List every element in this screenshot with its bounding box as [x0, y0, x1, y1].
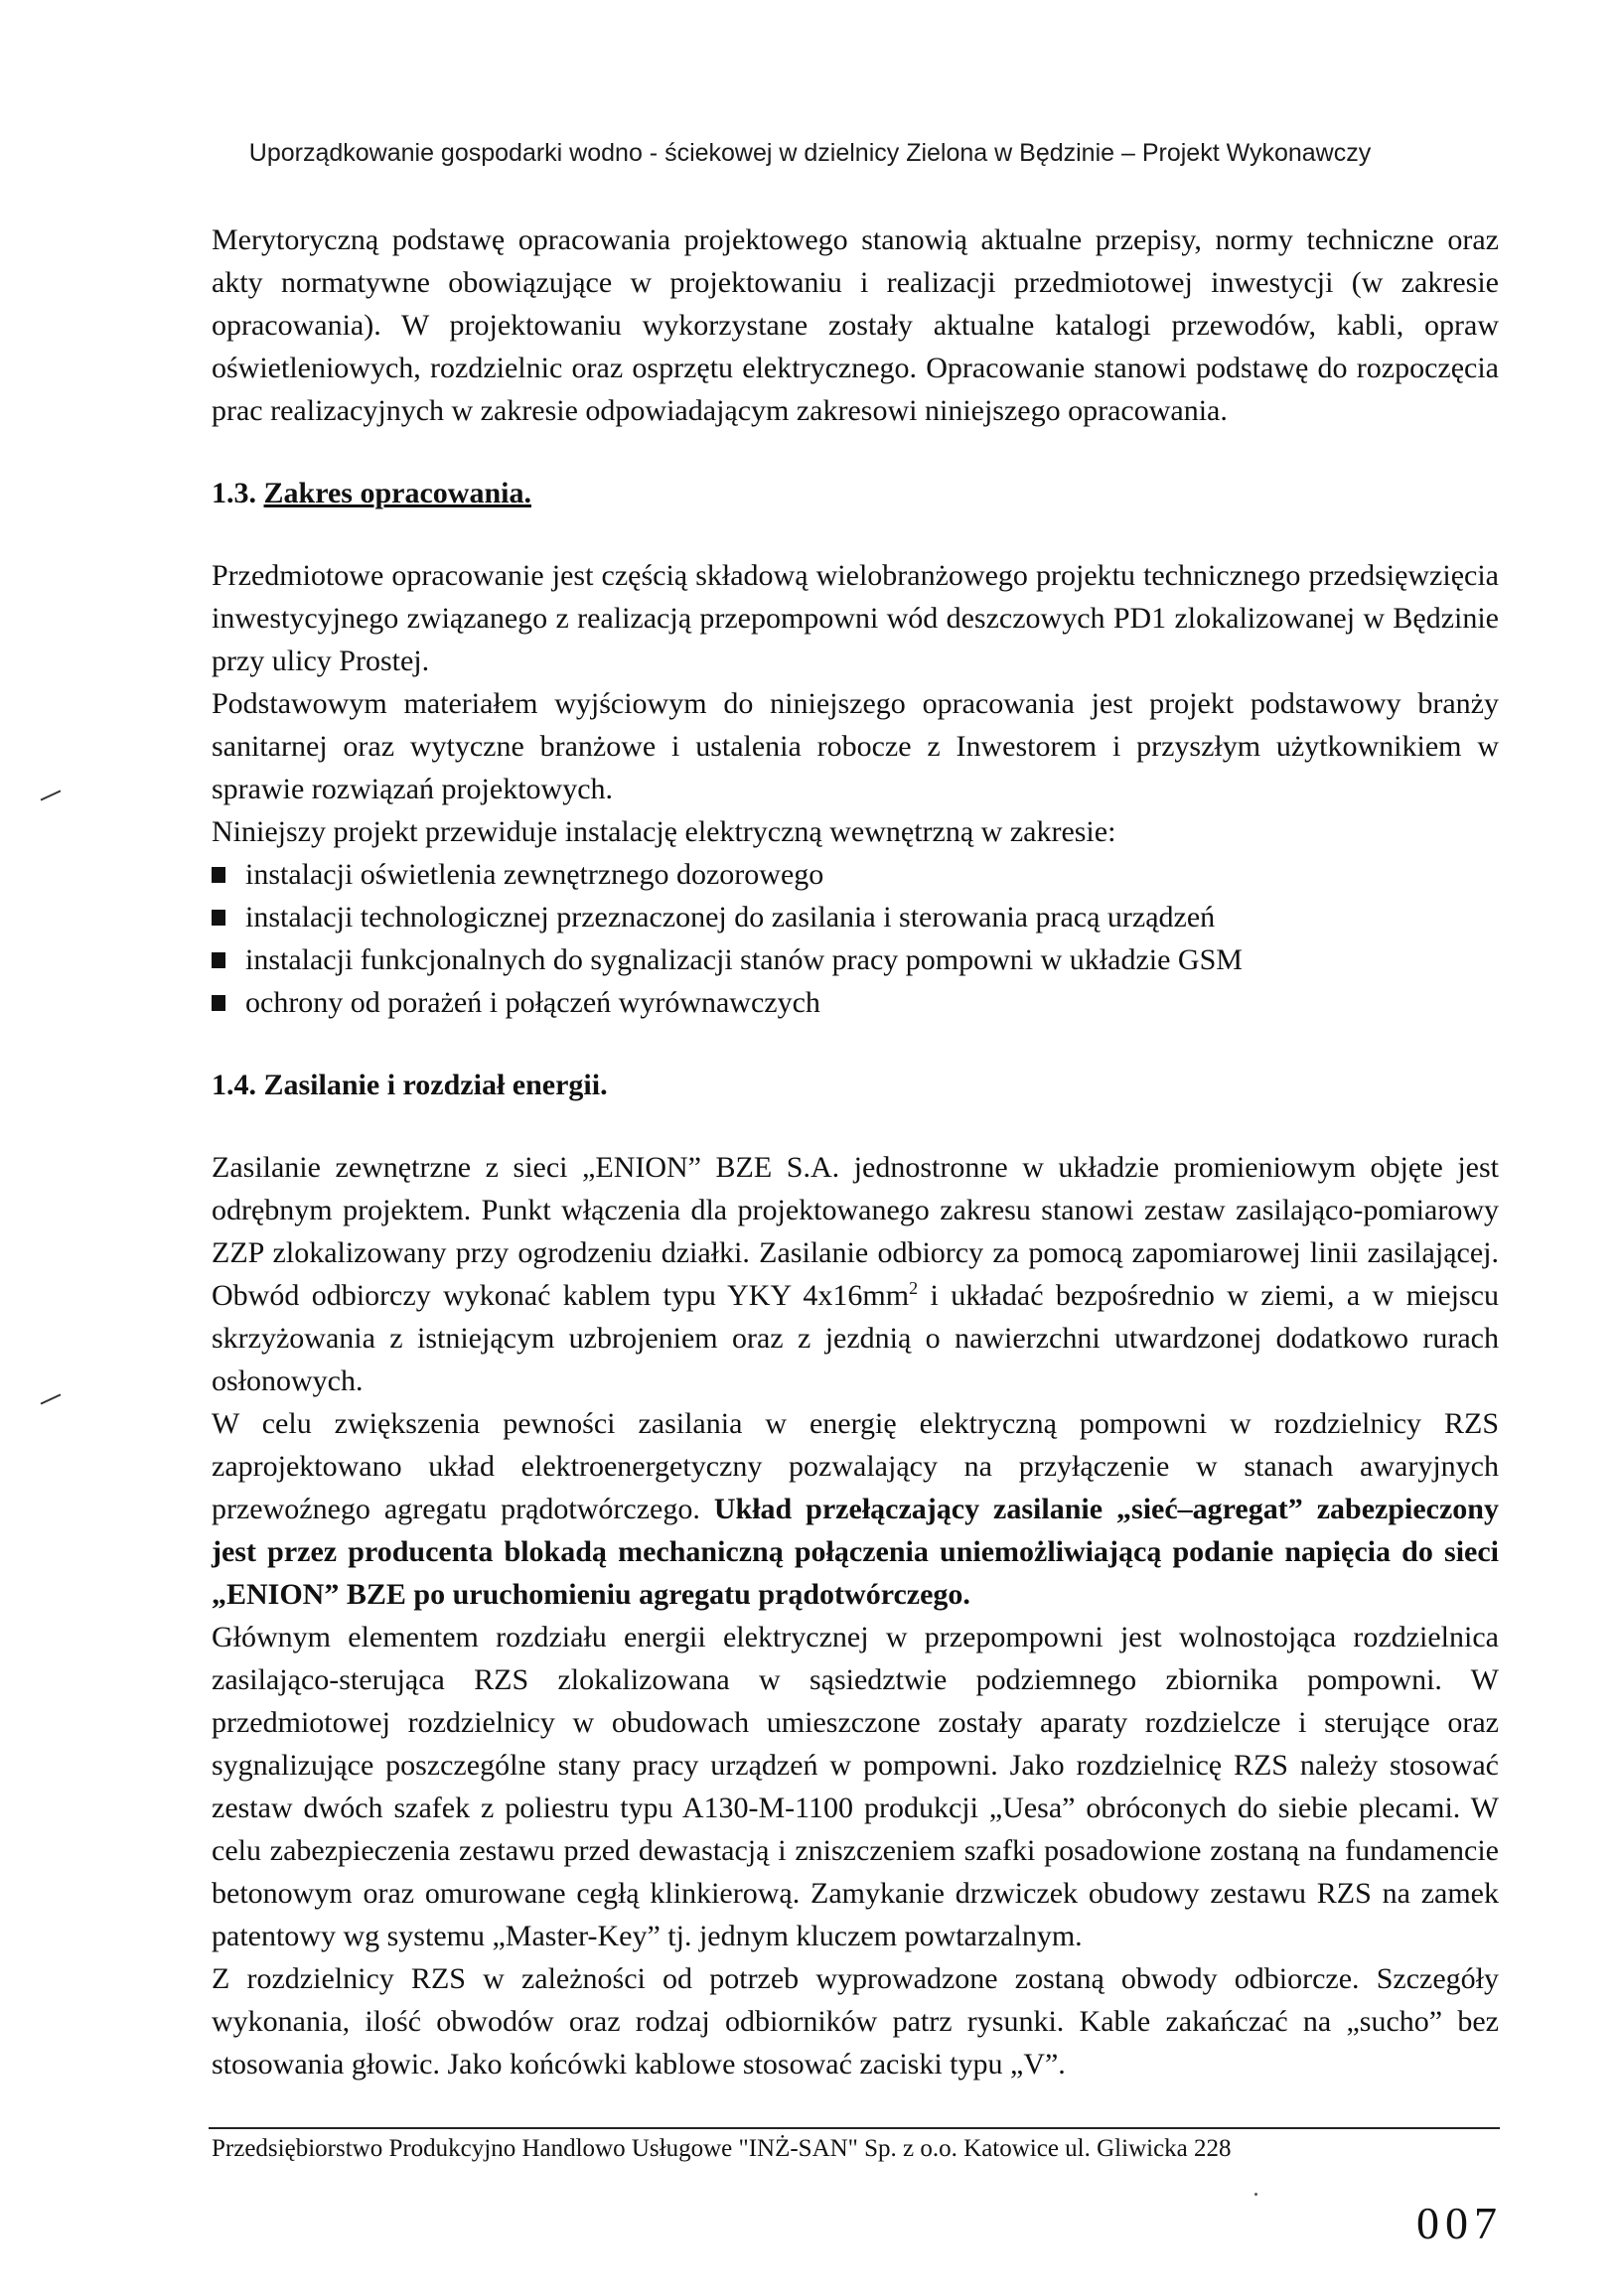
paragraph: Głównym elementem rozdziału energii elektrycznej w przepompowni jest wolnostojąca rozdzielnica zasilająco-sterująca RZS zlokalizowana w sąsiedztwie podziemnego zbiornika pompowni. W przedmiotowej rozdzielnicy w obudowach umieszczone zostały aparaty rozdzielcze i sterujące oraz sygnalizujące poszczególne stany pracy urządzeń w pompowni. Jako rozdzielnicę RZS należy stosować zestaw dwóch szafek z poliestru typu A130-M-1100 produkcji „Uesa” obróconych do siebie plecami. W celu zabezpieczenia zestawu przed dewastacją i zniszczeniem szafki posadowione zostaną na fundamencie betonowym oraz omurowane cegłą klinkierową. Zamykanie drzwiczek obudowy zestawu RZS na zamek patentowy wg systemu „Master-Key” tj. jednym kluczem powtarzalnym.: [212, 1621, 1499, 1952]
square-bullet-icon: [212, 995, 225, 1011]
list-item: instalacji technologicznej przeznaczonej do zasilania i sterowania pracą urządzeń: [212, 896, 1499, 938]
section-heading-1-3: [212, 472, 1499, 514]
paragraph: Z rozdzielnicy RZS w zależności od potrzeb wyprowadzone zostaną obwody odbiorcze. Szczegóły wykonania, ilość obwodów oraz rodzaj odbiorników patrz rysunki. Kable zakańczać na „sucho” bez stosowania głowic. Jako końcówki kablowe stosować zaciski typu „V”.: [212, 1962, 1499, 2081]
speck: [1254, 2193, 1257, 2196]
section-heading-1-4: [212, 1064, 1499, 1106]
margin-mark: [41, 789, 62, 800]
square-bullet-icon: [212, 952, 225, 968]
page-number: 007: [1416, 2198, 1503, 2248]
page-header: Uporządkowanie gospodarki wodno - ściekowej w dzielnicy Zielona w Będzinie – Projekt Wykonawczy: [248, 139, 1372, 167]
list-item: instalacji oświetlenia zewnętrznego dozorowego: [212, 853, 1499, 896]
document-body: [212, 218, 1499, 2085]
paragraph: Niniejszy projekt przewiduje instalację elektryczną wewnętrzną w zakresie:: [212, 815, 1116, 848]
page-footer: Przedsiębiorstwo Produkcyjno Handlowo Usługowe "INŻ-SAN" Sp. z o.o. Katowice ul. Gliwicka 228: [212, 2135, 1232, 2162]
scope-list: [212, 853, 1499, 1024]
section-number: 1.3.: [212, 477, 256, 509]
section-title: Zasilanie i rozdział energii.: [263, 1069, 608, 1101]
footer-rule: [209, 2127, 1500, 2129]
paragraph: Zasilanie zewnętrzne z sieci „ENION” BZE S.A. jednostronne w układzie promieniowym objęte jest odrębnym projektem. Punkt włączenia dla projektowanego zakresu stanowi zestaw zasilająco-pomiarowy ZZP zlokalizowany przy ogrodzeniu działki. Zasilanie odbiorcy za pomocą zapomiarowej linii zasilającej. Obwód odbiorczy wykonać kablem typu YKY $4x16mm^2$ i układać bezpośrednio w ziemi, a w miejscu skrzyżowania z istniejącym uzbrojeniem oraz z jezdnią o nawierzchni utwardzonej dodatkowo rurach osłonowych.: [212, 1151, 1499, 1397]
margin-mark: [41, 1393, 62, 1404]
paragraph: Podstawowym materiałem wyjściowym do niniejszego opracowania jest projekt podstawowy branży sanitarnej oraz wytyczne branżowe i ustalenia robocze z Inwestorem i przyszłym użytkownikiem w sprawie rozwiązań projektowych.: [212, 687, 1499, 805]
square-bullet-icon: [212, 867, 225, 883]
section-title: Zakres opracowania.: [263, 477, 531, 509]
bold-statement: Układ przełączający zasilanie „sieć–agregat” zabezpieczony jest przez producenta blokadą mechaniczną połączenia uniemożliwiającą podanie napięcia do sieci „ENION” BZE po uruchomieniu agregatu prądotwórczego.: [212, 1493, 1499, 1611]
section-number: 1.4.: [212, 1069, 256, 1101]
list-item: ochrony od porażeń i połączeń wyrównawczych: [212, 981, 1499, 1024]
paragraph: W celu zwiększenia pewności zasilania w energię elektryczną pompowni w rozdzielnicy RZS zaprojektowano układ elektroenergetyczny pozwalający na przyłączenie w stanach awaryjnych przewoźnego agregatu prądotwórczego. Układ przełączający zasilanie „sieć–agregat” zabezpieczony jest przez producenta blokadą mechaniczną połączenia uniemożliwiającą podanie napięcia do sieci „ENION” BZE po uruchomieniu agregatu prądotwórczego.: [212, 1407, 1499, 1611]
paragraph: Przedmiotowe opracowanie jest częścią składową wielobranżowego projektu technicznego przedsięwzięcia inwestycyjnego związanego z realizacją przepompowni wód deszczowych PD1 zlokalizowanej w Będzinie przy ulicy Prostej.: [212, 559, 1499, 677]
square-bullet-icon: [212, 910, 225, 926]
intro-paragraph: Merytoryczną podstawę opracowania projektowego stanowią aktualne przepisy, normy techniczne oraz akty normatywne obowiązujące w projektowaniu i realizacji przedmiotowej inwestycji (w zakresie opracowania). W projektowaniu wykorzystane zostały aktualne katalogi przewodów, kabli, opraw oświetleniowych, rozdzielnic oraz osprzętu elektrycznego. Opracowanie stanowi podstawę do rozpoczęcia prac realizacyjnych w zakresie odpowiadającym zakresowi niniejszego opracowania.: [212, 223, 1499, 427]
list-item: instalacji funkcjonalnych do sygnalizacji stanów pracy pompowni w układzie GSM: [212, 938, 1499, 981]
